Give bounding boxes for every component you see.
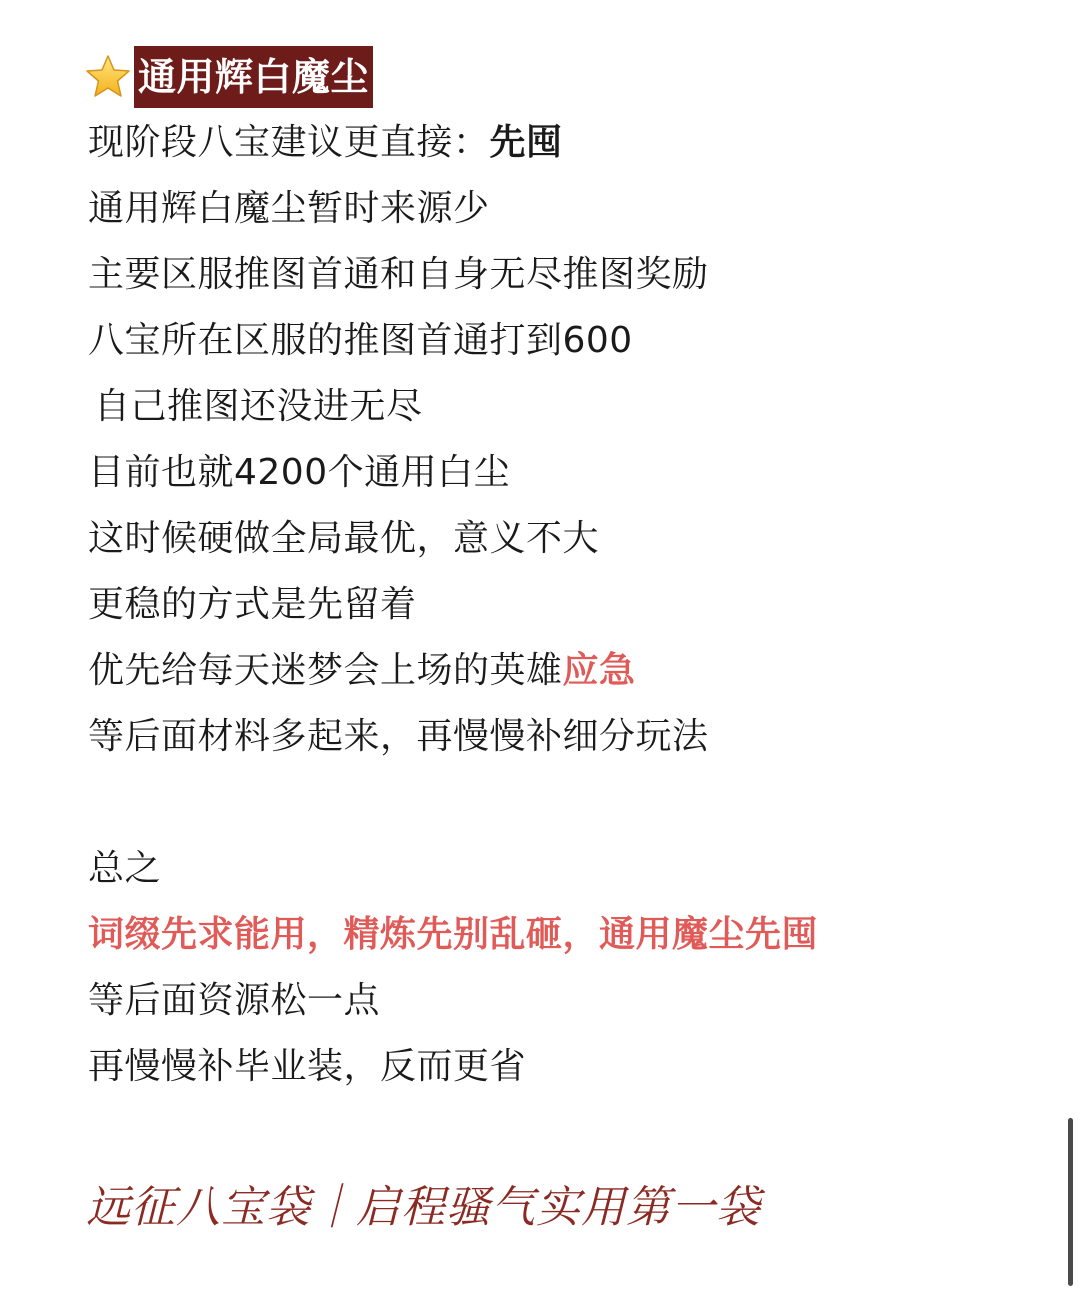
scrollbar[interactable] — [1068, 1118, 1073, 1286]
summary-label: 总之 — [88, 848, 162, 889]
text-line — [88, 638, 1048, 704]
text-line: 主要区服推图首通和自身无尽推图奖励 — [88, 254, 709, 295]
section-title: 通用辉白魔尘 — [134, 46, 373, 108]
text-line: 等后面资源松一点 — [88, 980, 381, 1021]
paragraph-gap — [88, 770, 1048, 836]
text-line: 八宝所在区服的推图首通打到600 — [88, 320, 633, 361]
text-line: 这时候硬做全局最优，意义不大 — [88, 518, 600, 559]
bold-emphasis: 先囤 — [489, 122, 563, 163]
red-emphasis: 应急 — [562, 650, 636, 691]
text-span: 现阶段八宝建议更直接： — [88, 122, 490, 163]
text-line: 目前也就4200个通用白尘 — [88, 452, 511, 493]
text-line: 再慢慢补毕业装，反而更省 — [88, 1046, 527, 1087]
text-line: 更稳的方式是先留着 — [88, 584, 417, 625]
text-line: 通用辉白魔尘暂时来源少 — [88, 188, 490, 229]
text-line — [88, 110, 1048, 176]
text-span: 优先给每天迷梦会上场的英雄 — [88, 650, 563, 691]
section-heading — [84, 44, 1048, 110]
signature-line: 远征八宝袋｜启程骚气实用第一袋 — [86, 1182, 761, 1233]
text-line: 等后面材料多起来，再慢慢补细分玩法 — [88, 716, 709, 757]
article-body — [88, 44, 1048, 1100]
star-icon — [84, 53, 132, 101]
summary-highlight: 词缀先求能用，精炼先别乱砸，通用魔尘先囤 — [88, 914, 819, 955]
text-line: 自己推图还没进无尽 — [94, 386, 423, 427]
